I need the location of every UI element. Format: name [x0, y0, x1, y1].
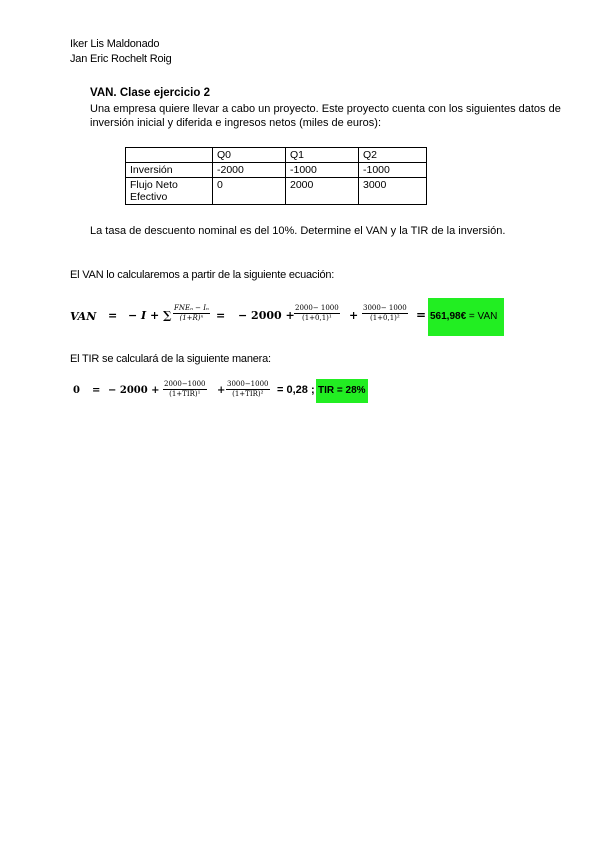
van-eq-sign: =	[416, 308, 427, 322]
discount-rate-statement: La tasa de descuento nominal es del 10%. Determine el VAN y la TIR de la inversión.	[90, 225, 506, 237]
tir-result-highlight: TIR = 28%	[316, 379, 368, 403]
van-eq-sign: =	[216, 309, 226, 322]
van-fraction-2	[362, 304, 408, 323]
fraction-denominator: (1+0,1)¹	[302, 314, 332, 322]
van-lhs: VAN	[70, 310, 97, 323]
fraction-numerator: 3000−1000	[227, 380, 269, 388]
fraction-numerator: 2000− 1000	[295, 304, 339, 312]
exercise-title: VAN. Clase ejercicio 2	[90, 87, 210, 99]
van-equation	[70, 296, 510, 338]
van-sum-fraction	[173, 304, 210, 323]
van-result-highlight	[428, 298, 504, 336]
fraction-denominator: (1+0,1)²	[370, 314, 400, 322]
table-row	[126, 163, 427, 178]
table-cell: 0	[213, 178, 286, 205]
table-row-label	[126, 178, 213, 205]
table-cell: 3000	[359, 178, 427, 205]
table-cell: -1000	[359, 163, 427, 178]
author-2: Jan Eric Rochelt Roig	[70, 53, 172, 65]
van-term-0: − 2000 +	[238, 309, 295, 322]
van-fraction-1	[294, 304, 340, 323]
table-row-label: Inversión	[126, 163, 213, 178]
intro-line-1: Una empresa quiere llevar a cabo un proyecto. Este proyecto cuenta con los siguientes datos de	[90, 103, 561, 115]
intro-line-2: inversión inicial y diferida e ingresos netos (miles de euros):	[90, 117, 382, 129]
tir-fraction-2	[226, 380, 270, 399]
table-header-cell	[126, 148, 213, 163]
van-plus-sign: +	[349, 309, 359, 322]
van-minus-i-sum: − I + ∑	[128, 309, 172, 322]
sum-denominator: (1+R)ⁿ	[179, 314, 204, 322]
exercise-intro	[90, 102, 560, 130]
tir-equation	[70, 378, 370, 406]
tir-eq-sign: =	[92, 385, 101, 396]
investment-table	[125, 147, 427, 205]
table-header-cell: Q0	[213, 148, 286, 163]
table-cell: -1000	[286, 163, 359, 178]
van-result-label: = VAN	[466, 311, 498, 322]
row-label-line-1: Flujo Neto	[130, 179, 178, 191]
table-cell: -2000	[213, 163, 286, 178]
van-result-value: 561,98€	[430, 311, 467, 322]
table-header-cell: Q2	[359, 148, 427, 163]
fraction-numerator: 3000− 1000	[363, 304, 407, 312]
table-row	[126, 178, 427, 205]
authors	[70, 37, 172, 67]
table-cell: 2000	[286, 178, 359, 205]
sum-numerator: FNEₙ − Iₙ	[174, 304, 209, 312]
tir-intermediate-result: = 0,28 ;	[277, 384, 315, 396]
tir-plus-sign: +	[217, 385, 226, 396]
fraction-numerator: 2000−1000	[164, 380, 206, 388]
tir-term-0: − 2000 +	[108, 385, 160, 396]
tir-intro-text: El TIR se calculará de la siguiente manera:	[70, 353, 271, 365]
van-intro-text: El VAN lo calcularemos a partir de la siguiente ecuación:	[70, 269, 335, 281]
fraction-denominator: (1+TIR)²	[232, 390, 264, 398]
table-header-row	[126, 148, 427, 163]
fraction-denominator: (1+TIR)¹	[169, 390, 201, 398]
van-eq-sign: =	[108, 309, 118, 322]
table-header-cell: Q1	[286, 148, 359, 163]
row-label-line-2: Efectivo	[130, 191, 168, 203]
tir-zero: 0	[73, 385, 80, 396]
tir-fraction-1	[163, 380, 207, 399]
author-1: Iker Lis Maldonado	[70, 38, 160, 50]
